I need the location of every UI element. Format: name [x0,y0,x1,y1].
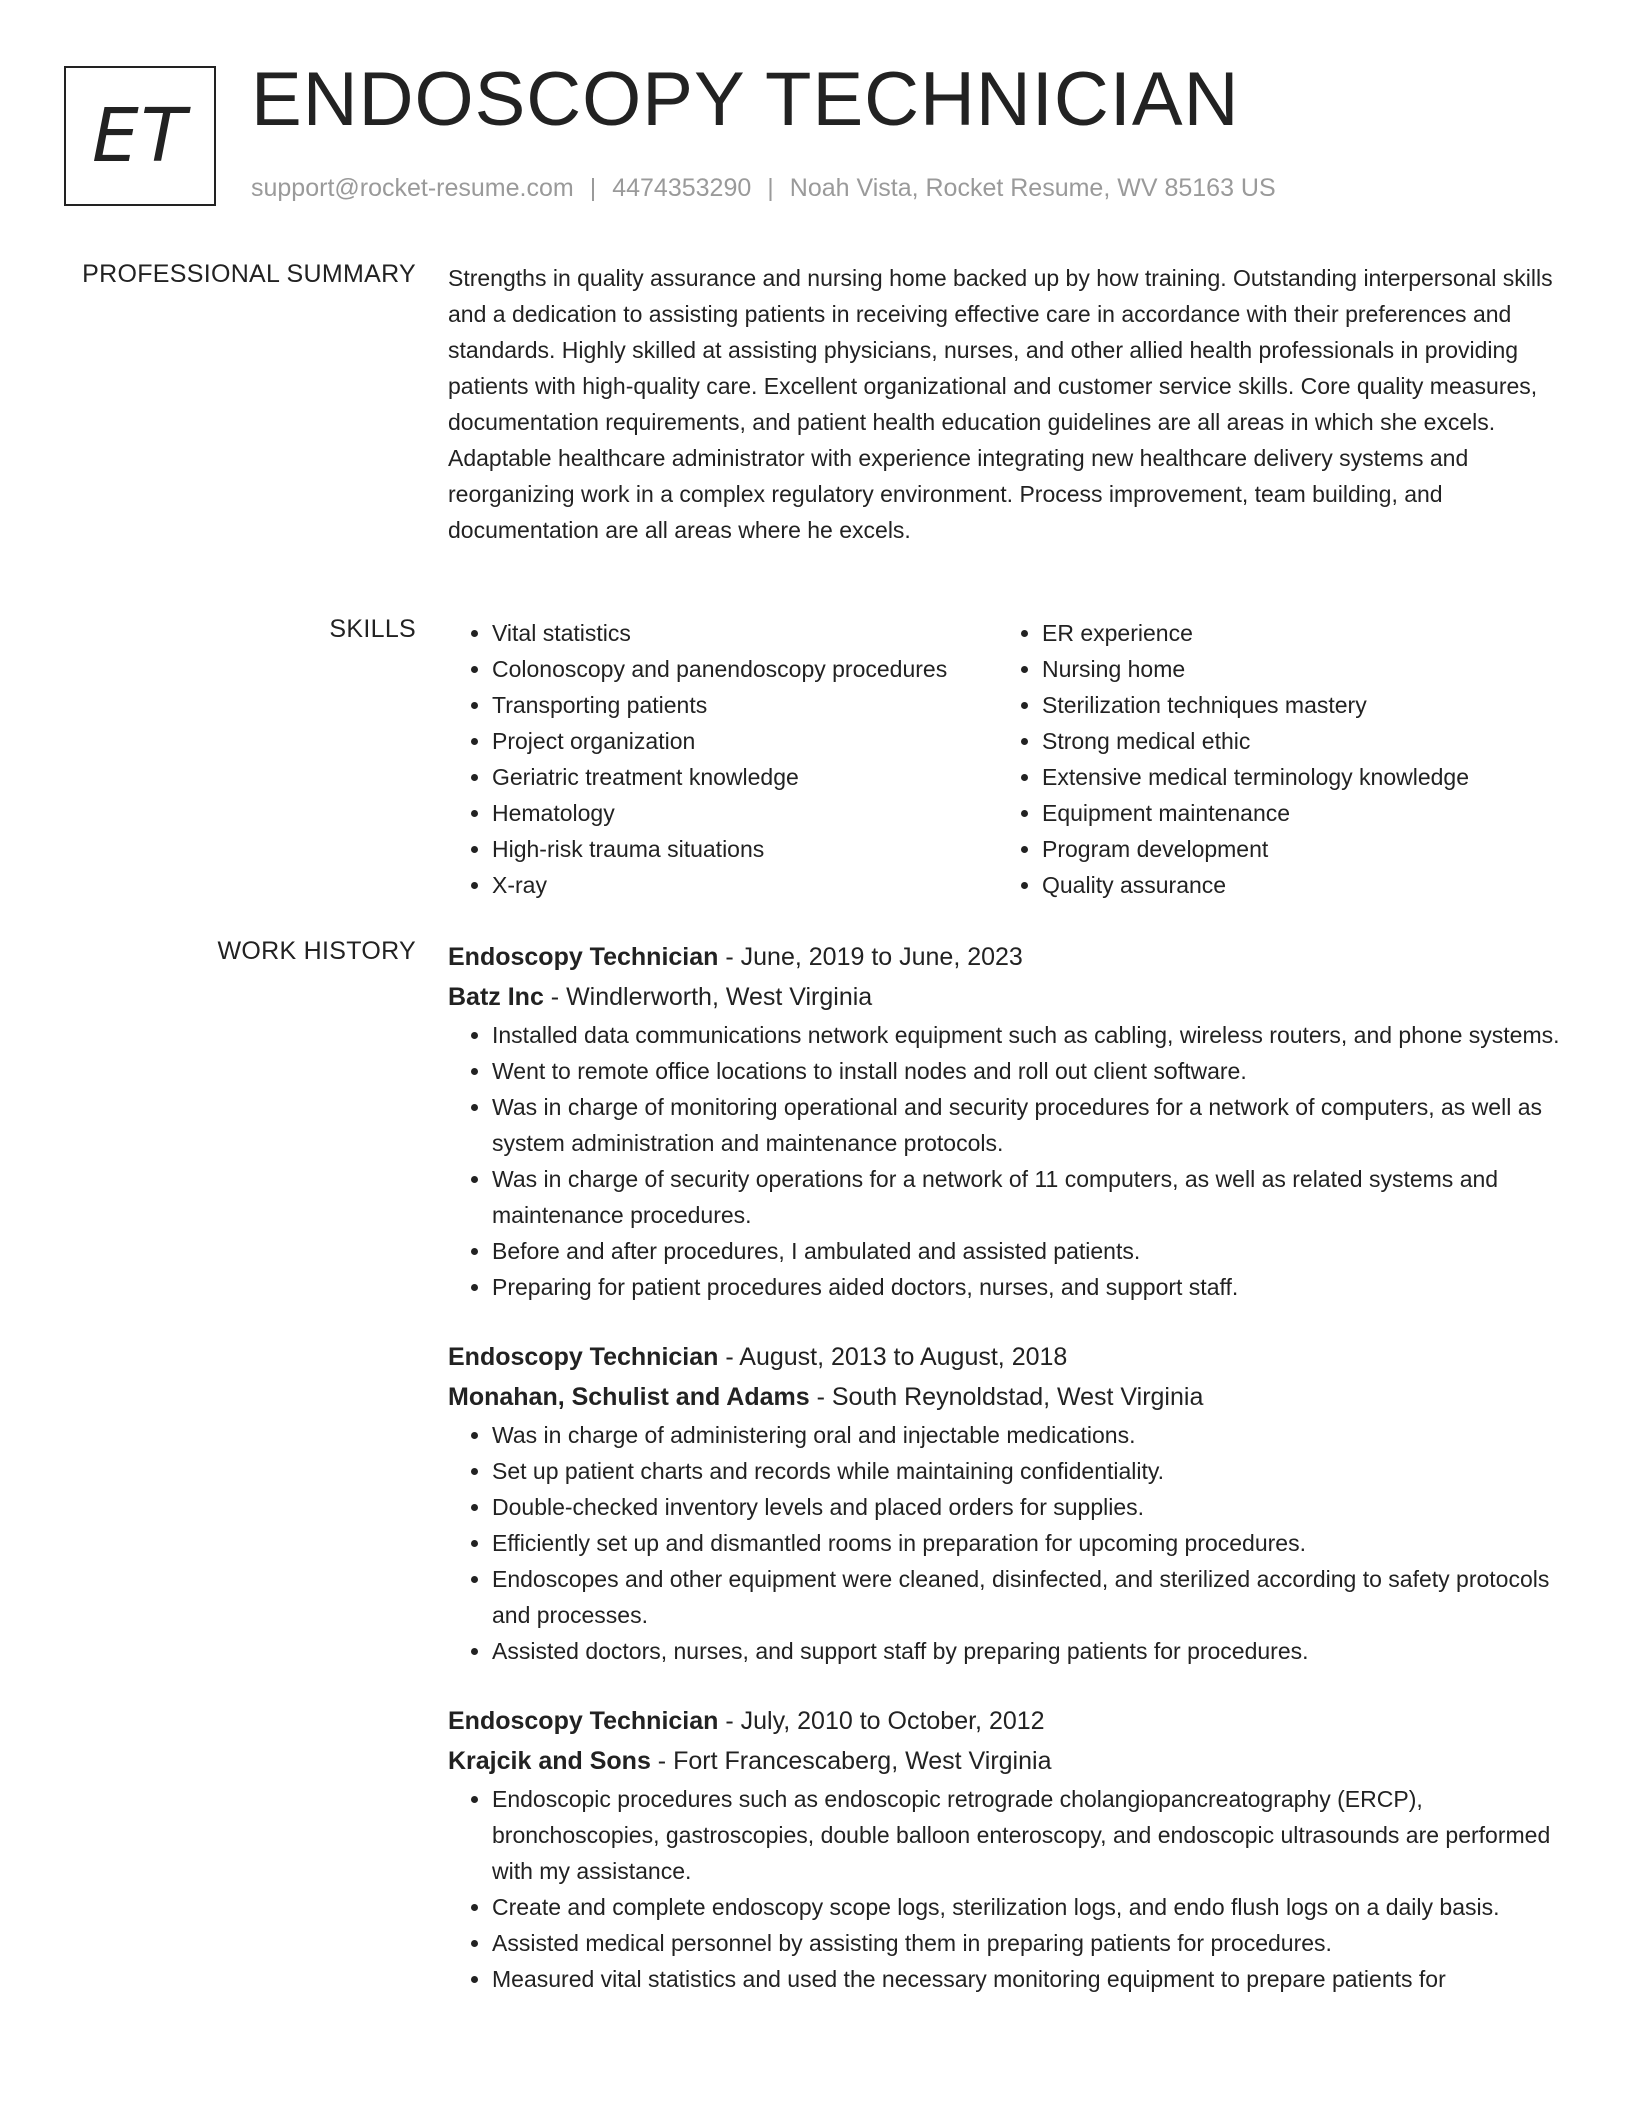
skills-column-right [998,615,1548,903]
candidate-title: ENDOSCOPY TECHNICIAN [251,57,1240,142]
job-bullet: • Assisted medical personnel by assisting them in preparing patients for procedures. [492,1925,1560,1961]
skill-item: • Transporting patients [492,687,998,723]
contact-line [251,174,1276,203]
job-bullet: • Was in charge of monitoring operational and security procedures for a network of computers, as well as system administration and maintenance protocols. [492,1089,1560,1161]
job-bullet: • Set up patient charts and records while maintaining confidentiality. [492,1453,1560,1489]
job-title: Endoscopy Technician [448,1707,719,1735]
contact-address: Noah Vista, Rocket Resume, WV 85163 US [789,174,1276,202]
skill-item: • Project organization [492,723,998,759]
skill-item: • Strong medical ethic [1042,723,1548,759]
skill-item: • Geriatric treatment knowledge [492,759,998,795]
job-bullet: • Double-checked inventory levels and placed orders for supplies. [492,1489,1560,1525]
job-title: Endoscopy Technician [448,1343,719,1371]
skill-item: • Sterilization techniques mastery [1042,687,1548,723]
monogram-initials: ET [92,93,188,179]
skill-item: • Program development [1042,831,1548,867]
contact-phone: 4474353290 [612,174,752,202]
job-title-line [448,1701,1560,1741]
job-entry [448,1701,1560,1997]
skill-item: • Extensive medical terminology knowledge [1042,759,1548,795]
skills-label: SKILLS [329,615,416,643]
job-bullet: • Efficiently set up and dismantled rooms in preparation for upcoming procedures. [492,1525,1560,1561]
job-bullet: • Preparing for patient procedures aided doctors, nurses, and support staff. [492,1269,1560,1305]
skill-item: • Quality assurance [1042,867,1548,903]
skill-item: • Hematology [492,795,998,831]
job-bullet: • Measured vital statistics and used the necessary monitoring equipment to prepare patients for [492,1961,1560,1997]
job-title-line [448,1337,1560,1377]
job-bullet: • Assisted doctors, nurses, and support staff by preparing patients for procedures. [492,1633,1560,1669]
job-company: Monahan, Schulist and Adams [448,1383,810,1411]
skill-item: • Colonoscopy and panendoscopy procedures [492,651,998,687]
job-bullet: • Before and after procedures, I ambulated and assisted patients. [492,1233,1560,1269]
job-company: Batz Inc [448,983,544,1011]
job-entry [448,1337,1560,1669]
skill-item: • Equipment maintenance [1042,795,1548,831]
job-title: Endoscopy Technician [448,943,719,971]
job-company-line [448,1377,1560,1417]
job-bullet: • Was in charge of security operations for a network of 11 computers, as well as related systems and maintenance procedures. [492,1161,1560,1233]
job-company-line [448,1741,1560,1781]
summary-text: Strengths in quality assurance and nursing home backed up by how training. Outstanding interpersonal skills and a dedication to assisting patients in receiving effective care in accordance with their preferences and standards. Highly skilled at assisting physicians, nurses, and other allied health professionals in providing patients with high-quality care. Excellent organizational and customer service skills. Core quality measures, documentation requirements, and patient health education guidelines are all areas in which she excels. Adaptable healthcare administrator with experience integrating new healthcare delivery systems and reorganizing work in a complex regulatory environment. Process improvement, team building, and documentation are all areas where he excels. [448,265,1553,543]
job-bullet: • Create and complete endoscopy scope logs, sterilization logs, and endo flush logs on a daily basis. [492,1889,1560,1925]
job-location: - South Reynoldstad, West Virginia [809,1383,1204,1411]
job-dates: - July, 2010 to October, 2012 [718,1707,1045,1735]
job-location: - Fort Francescaberg, West Virginia [650,1747,1052,1775]
job-bullet: • Endoscopes and other equipment were cleaned, disinfected, and sterilized according to safety protocols and processes. [492,1561,1560,1633]
job-bullet: • Endoscopic procedures such as endoscopic retrograde cholangiopancreatography (ERCP), bronchoscopies, gastroscopies, double balloon enteroscopy, and endoscopic ultrasounds are performed with my assistance. [492,1781,1560,1889]
skill-item: • Vital statistics [492,615,998,651]
job-dates: - August, 2013 to August, 2018 [718,1343,1068,1371]
job-bullet: • Installed data communications network equipment such as cabling, wireless routers, and phone systems. [492,1017,1560,1053]
skill-item: • Nursing home [1042,651,1548,687]
job-bullet: • Went to remote office locations to install nodes and roll out client software. [492,1053,1560,1089]
job-company: Krajcik and Sons [448,1747,651,1775]
skill-item: • High-risk trauma situations [492,831,998,867]
summary-label: PROFESSIONAL SUMMARY [82,260,416,288]
job-bullet: • Was in charge of administering oral and injectable medications. [492,1417,1560,1453]
skill-item: • ER experience [1042,615,1548,651]
job-title-line [448,937,1560,977]
monogram-box [64,66,216,206]
job-location: - Windlerworth, West Virginia [543,983,873,1011]
contact-email: support@rocket-resume.com [251,174,574,202]
job-entry [448,937,1560,1305]
work-history-label: WORK HISTORY [217,937,416,965]
job-company-line [448,977,1560,1017]
skill-item: • X-ray [492,867,998,903]
contact-separator: | [589,174,597,202]
contact-separator: | [767,174,774,202]
job-dates: - June, 2019 to June, 2023 [718,943,1023,971]
skills-column-left [448,615,998,903]
